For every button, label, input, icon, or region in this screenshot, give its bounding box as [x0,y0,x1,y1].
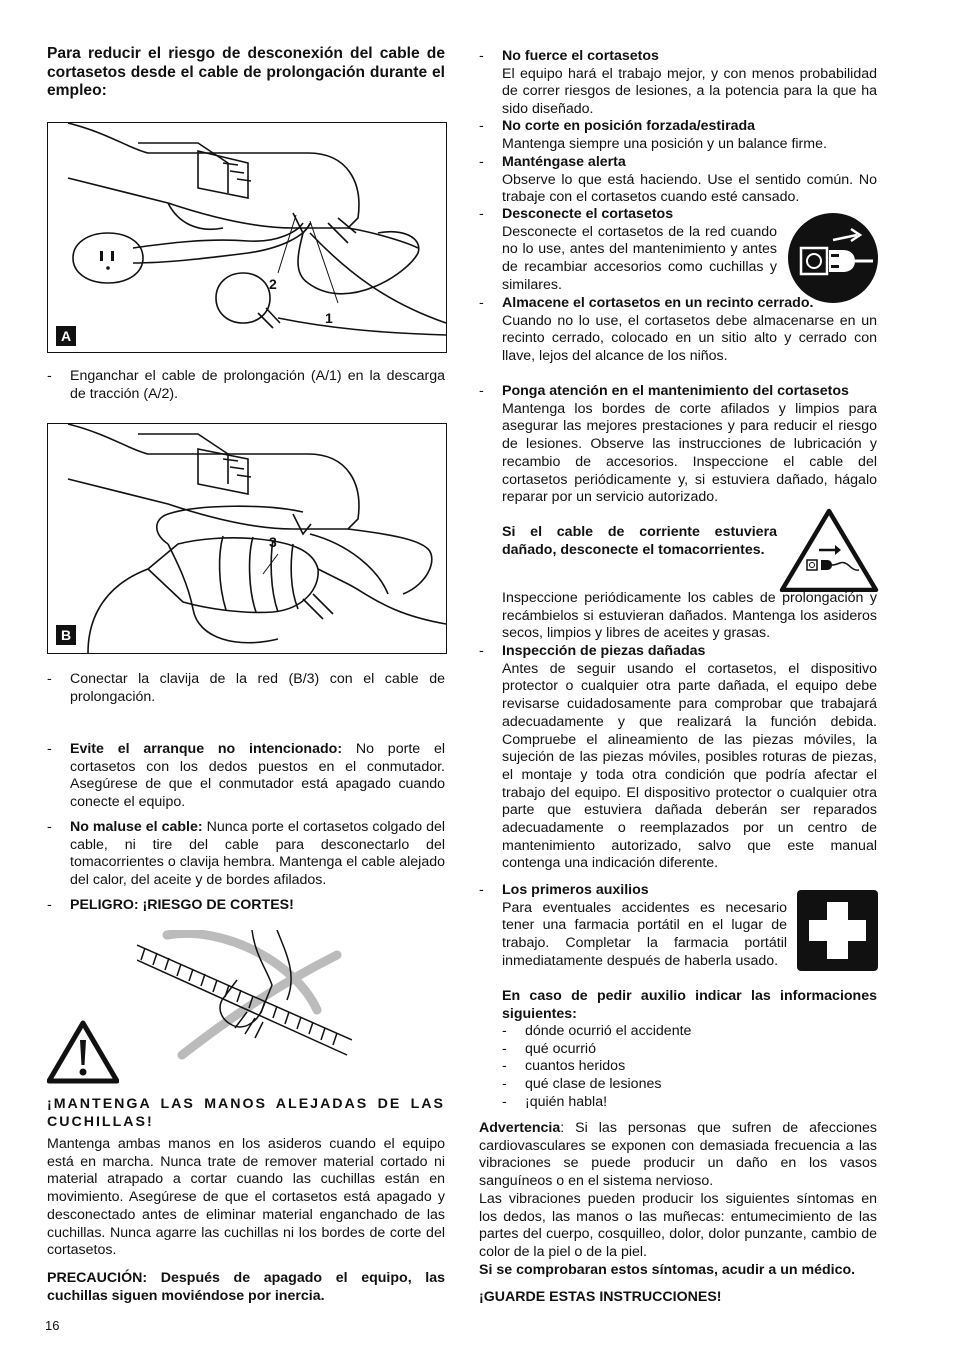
ask-heading: En caso de pedir auxilio indicar las informaciones siguientes: [502,988,877,1022]
hedge-trimmer-cable-illustration-a [48,123,446,352]
item-text: No porte el cortasetos con los dedos puestos en el conmutador. Asegúrese de que el conmutador está apagado cuando conecte el equipo. [70,741,445,811]
list-item: - ¡quién habla! [502,1094,608,1110]
item-title: Los primeros auxilios [502,882,649,898]
item-title: Ponga atención en el mantenimiento del cortasetos [502,383,849,399]
label-2: 2 [269,276,277,292]
item-text: Nunca porte el cortasetos colgado del cable, ni tire del cable para desconectarlo del tomacorrientes o clavija hembra. Mantenga el cable alejado del calor, del aceite y de bordes afilados. [70,819,446,889]
warning-heading: ¡MANTENGA LAS MANOS ALEJADAS DE LAS CUCHILLAS! [47,1096,445,1130]
inspect-text: Inspeccione periódicamente los cables de prolongación y recámbielos si estuvieran dañados. Mantenga los asideros secos, limpios y libres de aceites y grasas. [502,590,877,642]
list-item-text: dónde ocurrió el accidente [525,1023,692,1039]
item-title: No maluse el cable: [70,819,203,835]
step-b-text: Conectar la clavija de la red (B/3) con el cable de prolongación. [70,671,445,705]
figure-tag-a: A [56,326,76,346]
item-title: Evite el arranque no intencionado: [70,741,343,757]
step-a-text: Enganchar el cable de prolongación (A/1) en la descarga de tracción (A/2). [70,368,445,402]
list-item-text: qué ocurrió [525,1041,596,1057]
vibration-text: Las vibraciones pueden producir los siguientes síntomas en los dedos, las manos o las muñecas: entumecimiento de las partes del cuerpo, cosquilleo, dolor, dolor punzante, cambio de color de la piel o de la piel. [479,1191,877,1261]
figure-tag-b: B [56,625,76,645]
doctor-text: Si se comprobaran estos síntomas, acudir a un médico. [479,1262,856,1278]
item-text: Observe lo que está haciendo. Use el sentido común. No trabaje con el cortasetos cuando esté cansado. [502,171,877,206]
list-item: - qué clase de lesiones [502,1076,662,1092]
item-title: PELIGRO: ¡RIESGO DE CORTES! [70,897,294,913]
item-title: Inspección de piezas dañadas [502,643,706,659]
figure-b [47,423,447,654]
section-heading: Para reducir el riesgo de desconexión del cable de cortasetos desde el cable de prolongación durante el empleo: [47,45,445,100]
item-text: Mantenga siempre una posición y un balance firme. [502,135,827,152]
item-title: No corte en posición forzada/estirada [502,118,756,134]
item-text: El equipo hará el trabajo mejor, y con menos probabilidad de correr riesgos de lesiones, a la potencia para la que ha sido diseñado. [502,65,877,118]
list-item-text: qué clase de lesiones [525,1076,662,1092]
unplug-icon [787,212,879,304]
caution-text: PRECAUCIÓN: Después de apagado el equipo, las cuchillas siguen moviéndose por inercia. [47,1270,445,1304]
keep-instructions: ¡GUARDE ESTAS INSTRUCCIONES! [479,1289,722,1305]
advertencia-text: : Si las personas que sufren de afecciones cardiovasculares se exponen con demasiada frecuencia a las vibraciones se puede producir un daño en los vasos sanguíneos o en el sistema nervioso. [479,1120,877,1190]
list-item: - qué ocurrió [502,1041,596,1057]
item-text: Para eventuales accidentes es necesario tener una farmacia portátil en el lugar de trabajo. Completar la farmacia portátil inmediatamente después de haberla usado. [502,899,787,969]
hand-on-blades-illustration [137,930,352,1080]
item-text: Cuando no lo use, el cortasetos debe almacenarse en un recinto cerrado, colocado en un sitio alto y cerrado con llave, lejos del alcance de los niños. [502,312,877,365]
advertencia-paragraph [479,1120,877,1191]
figure-a [47,122,447,353]
cable-warning: Si el cable de corriente estuviera dañado, desconecte el tomacorrientes. [502,524,777,558]
page-number: 16 [45,1318,60,1333]
hedge-trimmer-plug-illustration-b [48,424,446,653]
first-aid-icon [797,890,878,971]
item-title: Almacene el cortasetos en un recinto cerrado. [502,295,814,311]
item-text: Desconecte el cortasetos de la red cuando no lo use, antes del mantenimiento y antes de recambiar accesorios como cuchillas y similares. [502,223,777,293]
item-text: Mantenga los bordes de corte afilados y limpios para asegurar las mejores prestaciones y para reducir el riesgo de lesiones. Observe las instrucciones de lubricación y recambio de accesorios. Inspeccione el cable del cortasetos periódicamente y, si estuviera dañado, hágalo reparar por un servicio autorizado. [502,400,877,506]
list-item: - dónde ocurrió el accidente [502,1023,692,1039]
warning-text: Mantenga ambas manos en los asideros cuando el equipo está en marcha. Nunca trate de remover material cortado ni material atrapado a cortar cuando las cuchillas están en movimiento. Asegúrese de que el cortasetos está apagado y desconectado antes de eliminar material enganchado de las cuchillas. Nunca agarre las cuchillas ni los bordes de corte del cortasetos. [47,1136,445,1259]
advertencia-label: Advertencia [479,1120,561,1136]
list-item: - cuantos heridos [502,1058,626,1074]
label-3: 3 [269,534,277,550]
list-item-text: cuantos heridos [525,1058,626,1074]
damaged-cable-warning-icon [779,508,879,592]
warning-triangle-icon [47,1020,119,1084]
item-title: Manténgase alerta [502,154,626,170]
item-text: Antes de seguir usando el cortasetos, el dispositivo protector o cualquier otra parte dañada, el equipo debe revisarse cuidadosamente para comprobar que trabajará adecuadamente y que realizará la función debida. Compruebe el alineamiento de las piezas móviles, la sujeción de las piezas móviles, posibles roturas de piezas, el montaje y toda otra condición que podría afectar el trabajo del equipo. El dispositivo protector o cualquier otra parte que estuviera dañada deberán ser reparados adecuadamente o reemplazados por un centro de mantenimiento autorizado, salvo que este manual contenga una indicación diferente. [502,660,877,872]
item-title: No fuerce el cortasetos [502,48,659,64]
list-item-text: ¡quién habla! [525,1094,608,1110]
item-title: Desconecte el cortasetos [502,206,674,222]
label-1: 1 [325,310,333,326]
